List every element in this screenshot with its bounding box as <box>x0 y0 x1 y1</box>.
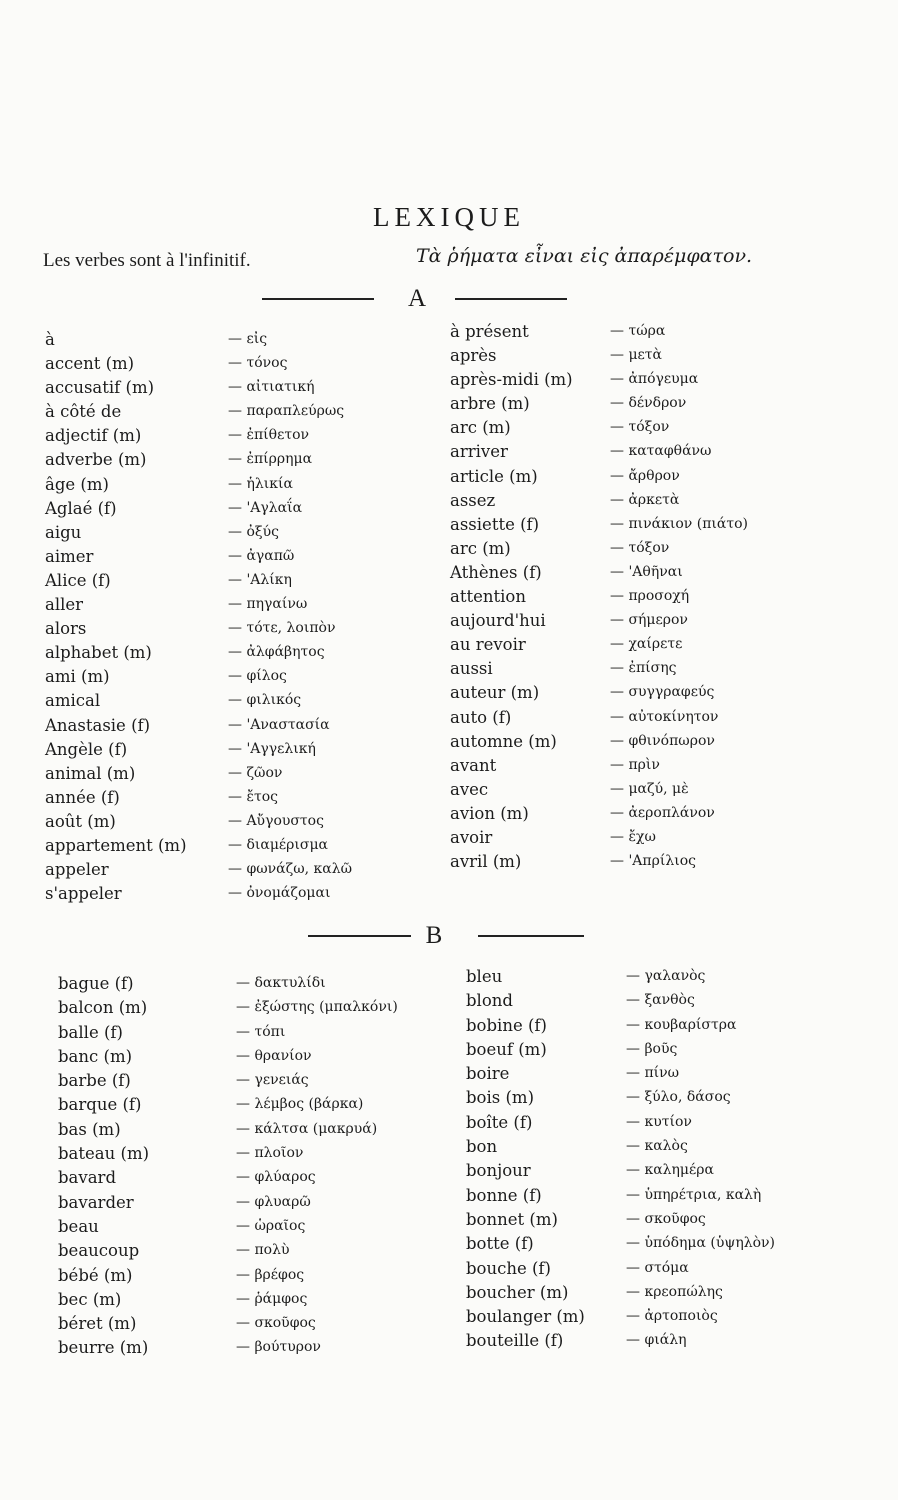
french-term: année (f) <box>45 787 120 807</box>
french-term: bois (m) <box>466 1088 535 1108</box>
section-letter-b: B <box>425 922 443 949</box>
dictionary-entry <box>45 547 435 571</box>
dictionary-entry <box>58 1193 458 1217</box>
greek-translation: — γενειάς <box>236 1072 309 1089</box>
french-term: boeuf (m) <box>466 1039 547 1059</box>
french-term: arbre (m) <box>450 394 530 414</box>
greek-translation: — θρανίον <box>236 1047 312 1064</box>
french-term: âge (m) <box>45 474 109 494</box>
dictionary-entry <box>45 571 435 595</box>
greek-translation: — ἄρθρον <box>610 467 680 484</box>
dictionary-entry <box>45 595 435 619</box>
french-term: aussi <box>450 659 493 679</box>
greek-translation: — Αὔγουστος <box>228 812 324 829</box>
greek-translation: — πινάκιον (πιάτο) <box>610 515 748 532</box>
french-term: beau <box>58 1216 99 1236</box>
intro-french: Les verbes sont à l'infinitif. <box>43 250 251 271</box>
greek-translation: — ἀλφάβητος <box>228 644 325 661</box>
french-term: beurre (m) <box>58 1338 149 1358</box>
french-term: assez <box>450 490 496 510</box>
french-term: bavard <box>58 1168 117 1188</box>
dictionary-entry <box>58 1144 458 1168</box>
greek-translation: — βρέφος <box>236 1266 305 1283</box>
greek-translation: — τώρα <box>610 323 666 339</box>
dictionary-entry <box>45 354 435 378</box>
dictionary-entry <box>45 812 435 836</box>
dictionary-entry <box>466 1088 876 1112</box>
section-a-left-column <box>45 330 435 908</box>
french-term: boucher (m) <box>466 1282 569 1302</box>
greek-translation: — αἰτιατική <box>228 379 315 396</box>
dictionary-entry <box>466 991 876 1015</box>
french-term: aigu <box>45 522 82 542</box>
section-a-right-column <box>450 322 870 876</box>
greek-translation: — ἀρτοποιὸς <box>626 1308 718 1325</box>
dictionary-entry <box>45 619 435 643</box>
french-term: bonnet (m) <box>466 1209 558 1229</box>
french-term: alphabet (m) <box>45 643 152 663</box>
french-term: boire <box>466 1064 510 1084</box>
greek-translation: — ἐπίθετον <box>228 427 310 444</box>
dictionary-entry <box>450 394 870 418</box>
greek-translation: — ῥάμφος <box>236 1290 308 1307</box>
dictionary-entry <box>466 967 876 991</box>
greek-translation: — σήμερον <box>610 612 688 629</box>
french-term: boîte (f) <box>466 1112 533 1132</box>
dictionary-entry <box>58 974 458 998</box>
greek-translation: — εἰς <box>228 331 268 347</box>
french-term: blond <box>466 991 513 1011</box>
greek-translation: — ἔτος <box>228 788 278 805</box>
dictionary-entry <box>45 402 435 426</box>
dictionary-entry <box>466 1307 876 1331</box>
dictionary-entry <box>58 1217 458 1241</box>
french-term: à côté de <box>45 402 122 422</box>
french-term: ami (m) <box>45 667 110 687</box>
greek-translation: — 'Αγλαΐα <box>228 499 303 516</box>
greek-translation: — μετὰ <box>610 347 663 364</box>
french-term: avant <box>450 755 497 775</box>
french-term: adjectif (m) <box>45 426 142 446</box>
dictionary-entry <box>466 1016 876 1040</box>
greek-translation: — βοῦς <box>626 1040 678 1057</box>
greek-translation: — πηγαίνω <box>228 596 308 613</box>
greek-translation: — χαίρετε <box>610 636 683 653</box>
greek-translation: — δακτυλίδι <box>236 975 326 991</box>
greek-translation: — στόμα <box>626 1259 689 1276</box>
french-term: amical <box>45 691 101 711</box>
intro-greek: Τὰ ῥήματα εἶναι εἰς ἀπαρέμφατον. <box>416 245 753 267</box>
dictionary-entry <box>450 539 870 563</box>
french-term: accent (m) <box>45 354 135 374</box>
greek-translation: — ὀξύς <box>228 523 279 540</box>
dictionary-entry <box>466 1283 876 1307</box>
french-term: adverbe (m) <box>45 450 147 470</box>
dictionary-entry <box>45 378 435 402</box>
greek-translation: — κουβαρίστρα <box>626 1016 737 1033</box>
greek-translation: — ἔχω <box>610 828 656 845</box>
greek-translation: — λέμβος (βάρκα) <box>236 1096 364 1113</box>
greek-translation: — ἐπίρρημα <box>228 451 313 468</box>
dictionary-entry <box>58 998 458 1022</box>
dictionary-entry <box>45 475 435 499</box>
greek-translation: — σκοῦφος <box>236 1315 316 1332</box>
french-term: bouteille (f) <box>466 1331 564 1351</box>
greek-translation: — τόξον <box>610 539 670 556</box>
dictionary-entry <box>466 1259 876 1283</box>
dictionary-entry <box>450 780 870 804</box>
french-term: accusatif (m) <box>45 378 155 398</box>
dictionary-entry <box>58 1314 458 1338</box>
greek-translation: — τόξον <box>610 419 670 436</box>
french-term: bec (m) <box>58 1289 122 1309</box>
greek-translation: — φιλικός <box>228 692 302 709</box>
french-term: Athènes (f) <box>450 562 542 582</box>
dictionary-entry <box>45 860 435 884</box>
french-term: automne (m) <box>450 731 557 751</box>
greek-translation: — 'Αθῆναι <box>610 563 683 580</box>
dictionary-entry <box>450 828 870 852</box>
dictionary-entry <box>45 740 435 764</box>
greek-translation: — ὑπόδημα (ὑψηλὸν) <box>626 1235 776 1252</box>
greek-translation: — παραπλεύρως <box>228 403 345 420</box>
french-term: barque (f) <box>58 1095 142 1115</box>
greek-translation: — συγγραφεύς <box>610 684 715 701</box>
greek-translation: — πλοῖον <box>236 1145 304 1162</box>
french-term: Angèle (f) <box>45 739 128 759</box>
greek-translation: — δένδρον <box>610 395 687 412</box>
french-term: bavarder <box>58 1192 134 1212</box>
dictionary-entry <box>58 1095 458 1119</box>
greek-translation: — κρεοπώλης <box>626 1283 723 1300</box>
section-b-left-column <box>58 974 458 1363</box>
dictionary-entry <box>466 1234 876 1258</box>
dictionary-entry <box>45 426 435 450</box>
divider-line <box>308 935 411 937</box>
dictionary-entry <box>45 523 435 547</box>
page-title: LEXIQUE <box>373 202 525 232</box>
dictionary-entry <box>450 322 870 346</box>
greek-translation: — ἡλικία <box>228 475 293 492</box>
dictionary-entry <box>58 1266 458 1290</box>
french-term: s'appeler <box>45 884 122 904</box>
section-letter-a: A <box>407 285 427 312</box>
greek-translation: — 'Αναστασία <box>228 716 330 733</box>
dictionary-entry <box>450 442 870 466</box>
french-term: bague (f) <box>58 974 134 993</box>
dictionary-entry <box>450 467 870 491</box>
section-a-header <box>0 285 898 315</box>
greek-translation: — ζῶον <box>228 764 283 781</box>
dictionary-entry <box>450 346 870 370</box>
french-term: balcon (m) <box>58 998 148 1018</box>
french-term: bas (m) <box>58 1119 121 1139</box>
dictionary-entry <box>466 1186 876 1210</box>
greek-translation: — σκοῦφος <box>626 1210 706 1227</box>
dictionary-entry <box>450 804 870 828</box>
dictionary-entry <box>45 764 435 788</box>
french-term: après-midi (m) <box>450 370 573 390</box>
french-term: bateau (m) <box>58 1144 150 1164</box>
greek-translation: — ξανθὸς <box>626 992 695 1009</box>
dictionary-entry <box>58 1120 458 1144</box>
greek-translation: — κάλτσα (μακρυά) <box>236 1120 378 1137</box>
greek-translation: — καλὸς <box>626 1138 688 1155</box>
dictionary-entry <box>45 691 435 715</box>
greek-translation: — φιάλη <box>626 1332 687 1349</box>
french-term: béret (m) <box>58 1314 137 1334</box>
greek-translation: — ὀνομάζομαι <box>228 885 331 902</box>
greek-translation: — τόνος <box>228 355 288 372</box>
french-term: beaucoup <box>58 1241 140 1261</box>
section-b-header <box>0 922 898 952</box>
greek-translation: — τότε, λοιπὸν <box>228 620 336 637</box>
dictionary-entry <box>450 418 870 442</box>
dictionary-entry <box>45 330 435 354</box>
greek-translation: — φλύαρος <box>236 1169 316 1186</box>
greek-translation: — τόπι <box>236 1023 286 1040</box>
dictionary-entry <box>58 1071 458 1095</box>
french-term: barbe (f) <box>58 1071 131 1091</box>
french-term: aller <box>45 595 84 615</box>
greek-translation: — ἀγαπῶ <box>228 547 295 564</box>
dictionary-entry <box>450 587 870 611</box>
french-term: appeler <box>45 860 109 880</box>
greek-translation: — ἐξώστης (μπαλκόνι) <box>236 999 398 1016</box>
french-term: appartement (m) <box>45 835 187 855</box>
dictionary-entry <box>58 1047 458 1071</box>
french-term: aimer <box>45 546 94 566</box>
greek-translation: — προσοχή <box>610 588 690 605</box>
divider-line <box>478 935 584 937</box>
greek-translation: — καταφθάνω <box>610 443 712 460</box>
french-term: bébé (m) <box>58 1265 133 1285</box>
greek-translation: — 'Αγγελική <box>228 740 316 757</box>
dictionary-entry <box>450 659 870 683</box>
dictionary-entry <box>466 1040 876 1064</box>
french-term: bon <box>466 1137 498 1157</box>
dictionary-entry <box>45 884 435 908</box>
dictionary-entry <box>58 1168 458 1192</box>
dictionary-entry <box>45 643 435 667</box>
french-term: avril (m) <box>450 852 522 872</box>
dictionary-entry <box>45 450 435 474</box>
dictionary-entry <box>58 1023 458 1047</box>
dictionary-entry <box>58 1338 458 1362</box>
greek-translation: — ξύλο, δάσος <box>626 1089 731 1106</box>
french-term: à présent <box>450 322 529 341</box>
dictionary-entry <box>45 788 435 812</box>
greek-translation: — ἀπόγευμα <box>610 371 699 388</box>
french-term: arriver <box>450 442 508 462</box>
french-term: attention <box>450 587 526 607</box>
dictionary-entry <box>45 836 435 860</box>
french-term: banc (m) <box>58 1046 133 1066</box>
dictionary-entry <box>450 491 870 515</box>
dictionary-entry <box>450 732 870 756</box>
dictionary-entry <box>45 499 435 523</box>
greek-translation: — βούτυρον <box>236 1339 321 1356</box>
dictionary-entry <box>450 563 870 587</box>
dictionary-entry <box>450 683 870 707</box>
dictionary-entry <box>450 635 870 659</box>
french-term: Anastasie (f) <box>45 715 151 735</box>
dictionary-entry <box>466 1331 876 1355</box>
greek-translation: — φωνάζω, καλῶ <box>228 861 353 878</box>
french-term: assiette (f) <box>450 514 540 534</box>
dictionary-entry <box>450 756 870 780</box>
dictionary-entry <box>58 1241 458 1265</box>
french-term: Aglaé (f) <box>45 498 117 518</box>
dictionary-entry <box>466 1161 876 1185</box>
dictionary-entry <box>58 1290 458 1314</box>
dictionary-entry <box>466 1137 876 1161</box>
french-term: auto (f) <box>450 707 512 727</box>
french-term: août (m) <box>45 811 116 831</box>
greek-translation: — πολὺ <box>236 1242 290 1259</box>
dictionary-entry <box>450 611 870 635</box>
greek-translation: — φίλος <box>228 668 287 685</box>
french-term: bleu <box>466 967 503 986</box>
french-term: avec <box>450 779 489 799</box>
greek-translation: — κυτίον <box>626 1113 692 1130</box>
french-term: auteur (m) <box>450 683 540 703</box>
french-term: à <box>45 330 55 349</box>
greek-translation: — αὐτοκίνητον <box>610 708 719 725</box>
greek-translation: — φλυαρῶ <box>236 1193 311 1210</box>
french-term: balle (f) <box>58 1022 123 1042</box>
greek-translation: — ἐπίσης <box>610 660 677 677</box>
dictionary-entry <box>450 708 870 732</box>
greek-translation: — πίνω <box>626 1065 680 1082</box>
section-b-right-column <box>466 967 876 1356</box>
dictionary-entry <box>450 852 870 876</box>
french-term: bobine (f) <box>466 1015 547 1035</box>
dictionary-entry <box>466 1064 876 1088</box>
divider-line <box>455 298 567 300</box>
french-term: bouche (f) <box>466 1258 551 1278</box>
french-term: alors <box>45 619 87 639</box>
french-term: arc (m) <box>450 538 511 558</box>
greek-translation: — φθινόπωρον <box>610 732 715 749</box>
dictionary-entry <box>466 1210 876 1234</box>
dictionary-entry <box>45 667 435 691</box>
french-term: aujourd'hui <box>450 611 546 631</box>
greek-translation: — 'Απρίλιος <box>610 853 696 870</box>
dictionary-entry <box>466 1113 876 1137</box>
divider-line <box>262 298 374 300</box>
french-term: avoir <box>450 827 493 847</box>
greek-translation: — ὡραῖος <box>236 1217 306 1234</box>
dictionary-entry <box>45 716 435 740</box>
french-term: article (m) <box>450 466 538 486</box>
greek-translation: — 'Αλίκη <box>228 571 292 588</box>
french-term: bonjour <box>466 1161 531 1181</box>
greek-translation: — ὑπηρέτρια, καλὴ <box>626 1186 762 1203</box>
french-term: Alice (f) <box>45 570 111 590</box>
greek-translation: — μαζύ, μὲ <box>610 780 689 797</box>
greek-translation: — καλημέρα <box>626 1162 714 1179</box>
dictionary-entry <box>450 370 870 394</box>
french-term: botte (f) <box>466 1234 534 1254</box>
greek-translation: — πρὶν <box>610 756 660 773</box>
french-term: arc (m) <box>450 418 511 438</box>
french-term: au revoir <box>450 635 526 655</box>
french-term: boulanger (m) <box>466 1307 585 1327</box>
greek-translation: — γαλανὸς <box>626 968 706 984</box>
greek-translation: — ἀρκετὰ <box>610 491 680 508</box>
dictionary-entry <box>450 515 870 539</box>
french-term: bonne (f) <box>466 1185 542 1205</box>
greek-translation: — ἀεροπλάνον <box>610 804 715 821</box>
french-term: animal (m) <box>45 763 136 783</box>
french-term: avion (m) <box>450 803 529 823</box>
french-term: après <box>450 346 497 366</box>
greek-translation: — διαμέρισμα <box>228 836 329 853</box>
